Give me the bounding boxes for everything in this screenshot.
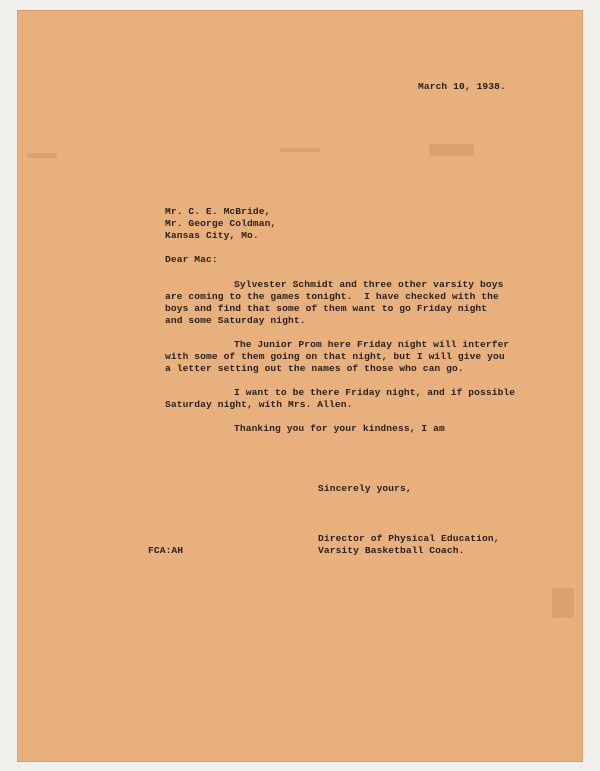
- letter-date: March 10, 1938.: [418, 81, 506, 92]
- body-line: boys and find that some of them want to go Friday night: [165, 303, 488, 314]
- body-line: with some of them going on that night, but I will give you: [165, 351, 505, 362]
- body-line: Thanking you for your kindness, I am: [234, 423, 445, 434]
- show-through-mark: [280, 148, 320, 152]
- body-line: Sylvester Schmidt and three other varsity boys: [234, 279, 504, 290]
- show-through-mark: [27, 153, 57, 158]
- signature-title: Varsity Basketball Coach.: [318, 545, 465, 556]
- show-through-mark: [429, 144, 474, 156]
- body-line: I want to be there Friday night, and if possible: [234, 387, 516, 398]
- body-line: Saturday night, with Mrs. Allen.: [165, 399, 353, 410]
- body-line: a letter setting out the names of those who can go.: [165, 363, 464, 374]
- typist-initials: FCA:AH: [148, 545, 184, 556]
- body-line: are coming to the games tonight. I have checked with the: [165, 291, 499, 302]
- recipient-line: Kansas City, Mo.: [165, 230, 259, 241]
- signature-title: Director of Physical Education,: [318, 533, 500, 544]
- letter-page: [17, 10, 583, 762]
- recipient-line: Mr. C. E. McBride,: [165, 206, 271, 217]
- body-line: The Junior Prom here Friday night will interfer: [234, 339, 510, 350]
- closing: Sincerely yours,: [318, 483, 412, 494]
- recipient-line: Mr. George Coldman,: [165, 218, 277, 229]
- show-through-mark: [552, 588, 574, 618]
- body-line: and some Saturday night.: [165, 315, 306, 326]
- salutation: Dear Mac:: [165, 254, 218, 265]
